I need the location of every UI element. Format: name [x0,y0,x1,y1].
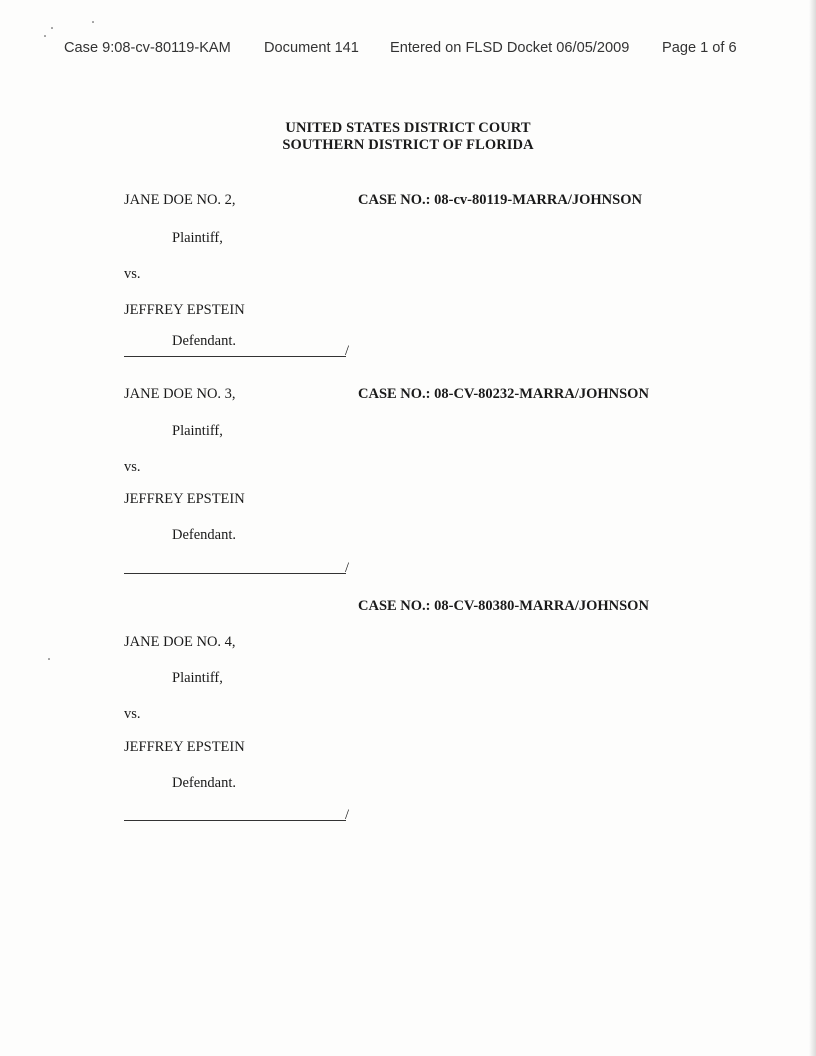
defendant-name: JEFFREY EPSTEIN [124,739,245,755]
versus-label: vs. [124,459,141,475]
scan-speck [51,27,53,29]
signature-slash: / [345,343,350,359]
case-number-line [358,598,649,615]
header-page-number: Page 1 of 6 [662,40,737,56]
defendant-name: JEFFREY EPSTEIN [124,491,245,507]
plaintiff-name: JANE DOE NO. 2, [124,192,236,208]
plaintiff-name: JANE DOE NO. 3, [124,386,236,402]
plaintiff-role: Plaintiff, [172,423,223,439]
case-number-line [358,386,649,403]
case-label: CASE NO.: [358,192,431,208]
docket-header [64,40,764,60]
underline [124,573,346,574]
caption-signature-line [124,807,354,823]
plaintiff-role: Plaintiff, [172,670,223,686]
underline [124,356,346,357]
scan-edge-shadow [809,0,816,1056]
case-number-line [358,192,642,209]
signature-slash: / [345,807,350,823]
defendant-role: Defendant. [172,775,237,791]
plaintiff-role: Plaintiff, [172,230,223,246]
court-title-line-2: SOUTHERN DISTRICT OF FLORIDA [282,137,534,153]
header-document-number: Document 141 [264,40,359,56]
plaintiff-name: JANE DOE NO. 4, [124,634,236,650]
caption-signature-line [124,343,354,359]
case-number: 08-cv-80119-MARRA/JOHNSON [434,192,642,208]
scan-speck [92,21,94,23]
scan-speck [48,658,50,660]
court-title-line-1: UNITED STATES DISTRICT COURT [285,120,531,136]
case-label: CASE NO.: [358,386,431,402]
versus-label: vs. [124,266,141,282]
header-case-number: Case 9:08-cv-80119-KAM [64,40,231,56]
case-label: CASE NO.: [358,598,431,614]
defendant-role: Defendant. [172,527,237,543]
scan-speck [44,35,46,37]
defendant-name: JEFFREY EPSTEIN [124,302,245,318]
case-number: 08-CV-80380-MARRA/JOHNSON [434,598,649,614]
defendant-role: Defendant. [172,333,237,349]
court-title [0,120,816,154]
case-number: 08-CV-80232-MARRA/JOHNSON [434,386,649,402]
header-entered-date: Entered on FLSD Docket 06/05/2009 [390,40,630,56]
underline [124,820,346,821]
versus-label: vs. [124,706,141,722]
signature-slash: / [345,560,350,576]
caption-signature-line [124,560,354,576]
